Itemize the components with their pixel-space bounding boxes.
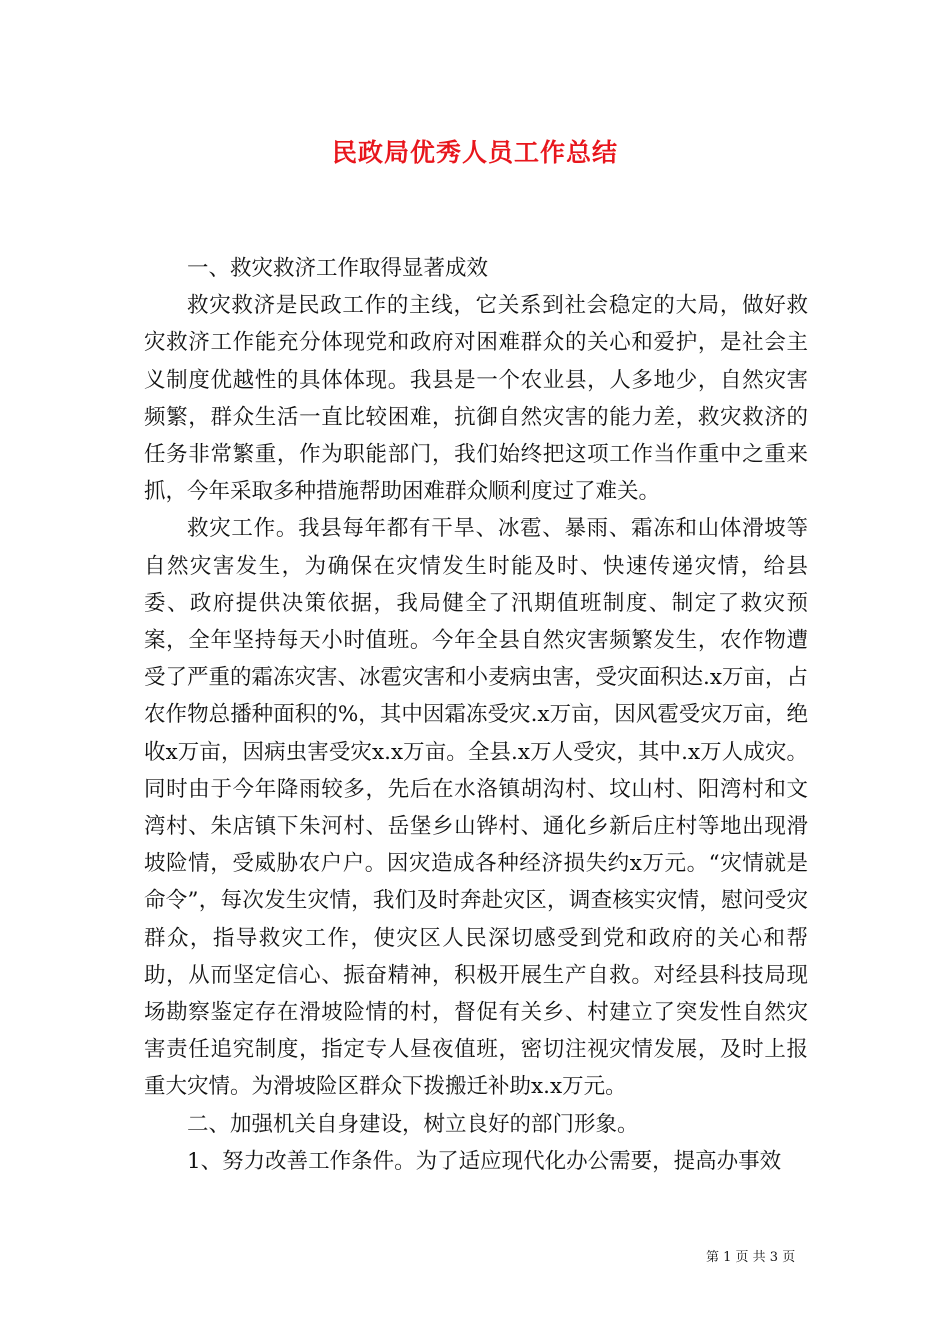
paragraph-relief-overview: 救灾救济是民政工作的主线，它关系到社会稳定的大局，做好救灾救济工作能充分体现党和政府对困难群众的关心和爱护，是社会主义制度优越性的具体体现。我县是一个农业县，人多地少，自然灾害频繁，群众生活一直比较困难，抗御自然灾害的能力差，救灾救济的任务非常繁重，作为职能部门，我们始终把这项工作当作重中之重来抓，今年采取多种措施帮助困难群众顺利度过了难关。 — [144, 293, 808, 505]
document-title: 民政局优秀人员工作总结 — [331, 138, 618, 167]
paragraph-relief-work: 救灾工作。我县每年都有干旱、冰雹、暴雨、霜冻和山体滑坡等自然灾害发生，为确保在灾情发生时能及时、快速传递灾情，给县委、政府提供决策依据，我局健全了汛期值班制度、制定了救灾预案，全年坚持每天小时值班。今年全县自然灾害频繁发生，农作物遭受了严重的霜冻灾害、冰雹灾害和小麦病虫害，受灾面积达.x万亩，占农作物总播种面积的%，其中因霜冻受灾.x万亩，因风雹受灾万亩，绝收x万亩，因病虫害受灾x.x万亩。全县.x万人受灾，其中.x万人成灾。同时由于今年降雨较多，先后在水洛镇胡沟村、坟山村、阳湾村和文湾村、朱店镇下朱河村、岳堡乡山铧村、通化乡新后庄村等地出现滑坡险情，受威胁农户户。因灾造成各种经济损失约x万元。“灾情就是命令”，每次发生灾情，我们及时奔赴灾区，调查核实灾情，慰问受灾群众，指导救灾工作，使灾区人民深切感受到党和政府的关心和帮助，从而坚定信心、振奋精神，积极开展生产自救。对经县科技局现场勘察鉴定存在滑坡险情的村，督促有关乡、村建立了突发性自然灾害责任追究制度，指定专人昼夜值班，密切注视灾情发展，及时上报重大灾情。为滑坡险区群众下拨搬迁补助x.x万元。 — [144, 516, 808, 1100]
section-heading-1: 一、救灾救济工作取得显著成效 — [187, 256, 489, 281]
paragraph-working-conditions: 1、努力改善工作条件。为了适应现代化办公需要，提高办事效 — [187, 1148, 782, 1174]
page-number-footer: 第 1 页 共 3 页 — [706, 1250, 796, 1265]
section-heading-2: 二、加强机关自身建设，树立良好的部门形象。 — [187, 1111, 639, 1137]
document-body — [144, 250, 808, 1180]
